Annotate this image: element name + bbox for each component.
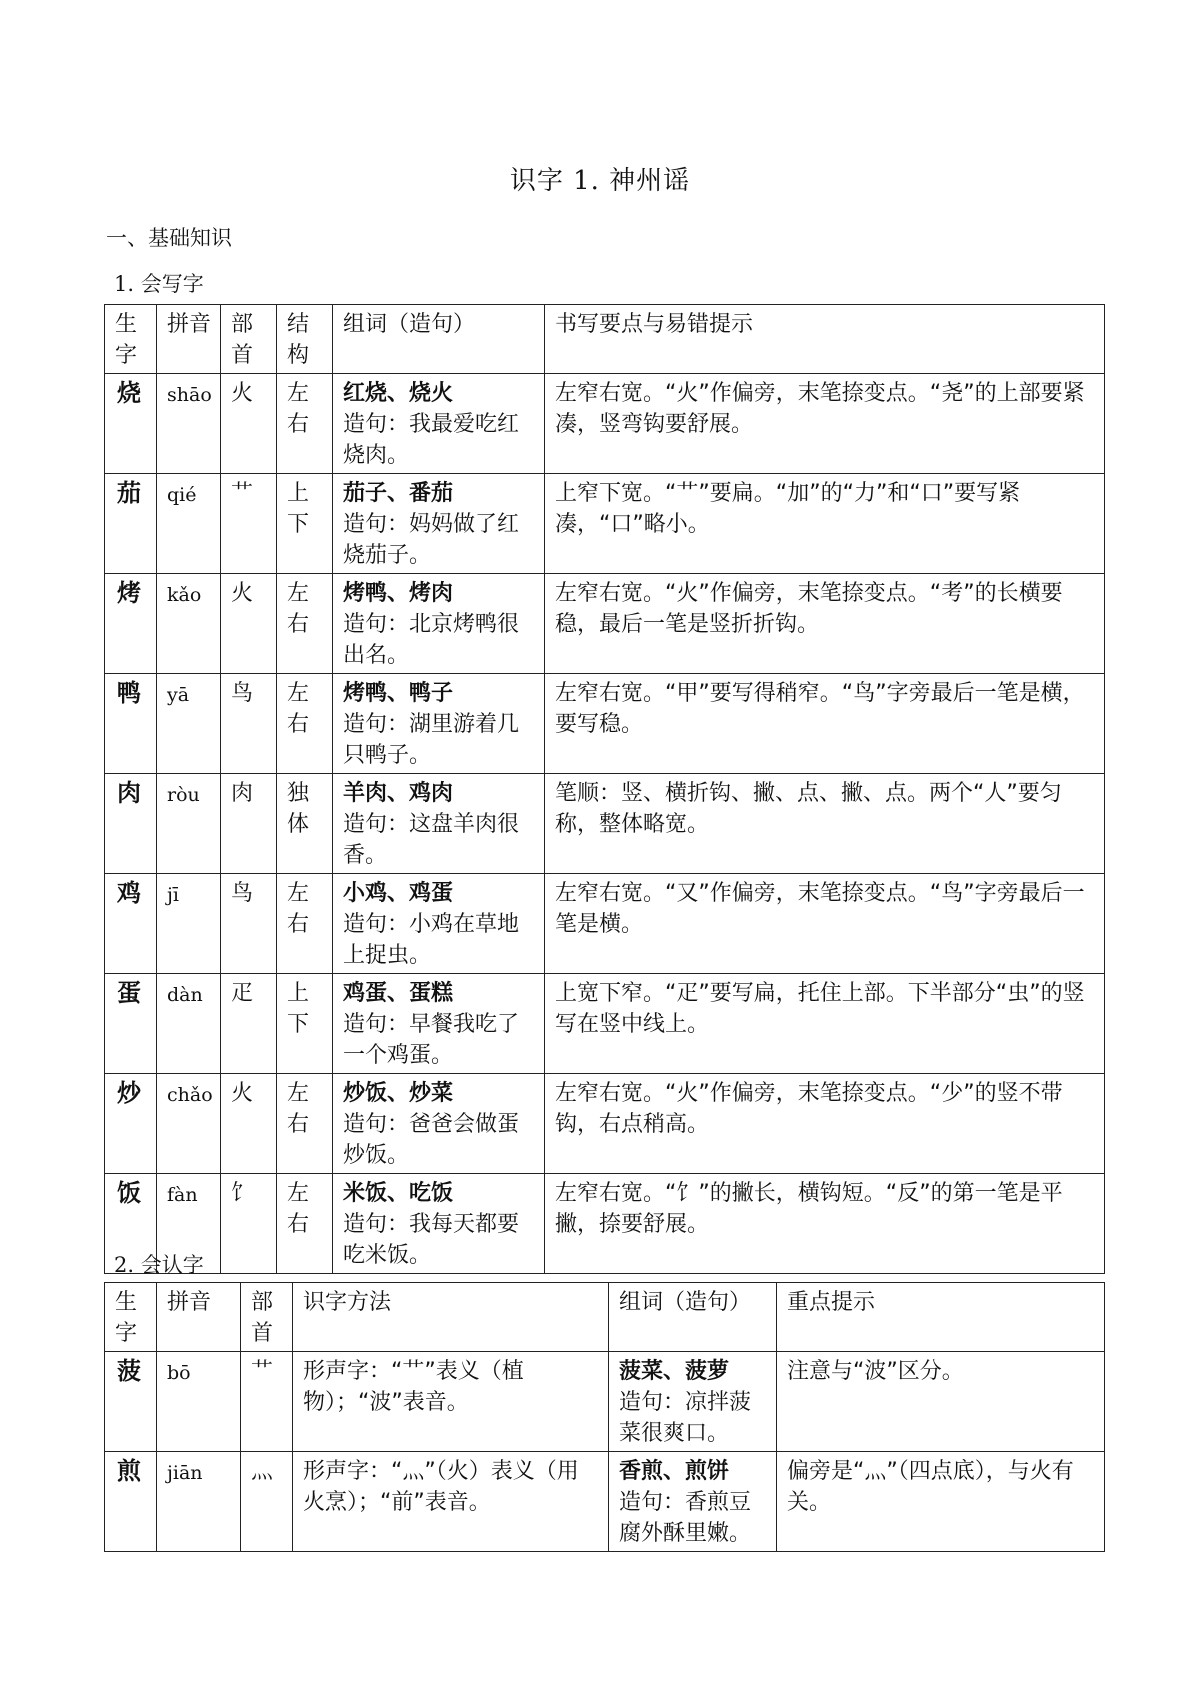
words-text: 炒饭、炒菜 xyxy=(343,1081,454,1106)
table-row xyxy=(105,674,1105,774)
section-heading: 一、基础知识 xyxy=(106,226,232,250)
sentence-text: 造句：爸爸会做蛋炒饭。 xyxy=(343,1112,520,1168)
words-cell xyxy=(333,574,545,674)
words-text: 烤鸭、烤肉 xyxy=(343,581,454,606)
method-cell: 形声字：“艹”表义（植物）；“波”表音。 xyxy=(293,1352,609,1452)
pinyin-cell: ròu xyxy=(157,774,221,874)
words-cell xyxy=(333,1174,545,1274)
tip-cell: 左窄右宽。“火”作偏旁，末笔捺变点。“尧”的上部要紧凑，竖弯钩要舒展。 xyxy=(545,374,1105,474)
radical-cell: 鸟 xyxy=(221,674,277,774)
structure-cell: 左右 xyxy=(277,1174,333,1274)
structure-cell: 独体 xyxy=(277,774,333,874)
radical-cell: 艹 xyxy=(241,1352,293,1452)
read-table xyxy=(104,1282,1105,1552)
table-row xyxy=(105,1074,1105,1174)
char-cell: 烤 xyxy=(105,574,157,674)
words-cell xyxy=(333,374,545,474)
sentence-text: 造句：湖里游着几只鸭子。 xyxy=(343,712,520,768)
structure-cell: 上下 xyxy=(277,474,333,574)
header-structure: 结构 xyxy=(277,305,333,374)
write-table xyxy=(104,304,1105,1274)
page-title: 识字 1. 神州谣 xyxy=(509,166,691,196)
table-header-row xyxy=(105,1283,1105,1352)
pinyin-cell: fàn xyxy=(157,1174,221,1274)
radical-cell: 鸟 xyxy=(221,874,277,974)
radical-cell: 肉 xyxy=(221,774,277,874)
char-cell: 鸡 xyxy=(105,874,157,974)
tip-cell: 左窄右宽。“甲”要写得稍窄。“鸟”字旁最后一笔是横，要写稳。 xyxy=(545,674,1105,774)
char-cell: 炒 xyxy=(105,1074,157,1174)
words-cell xyxy=(333,774,545,874)
structure-cell: 左右 xyxy=(277,874,333,974)
radical-cell: 火 xyxy=(221,374,277,474)
char-cell: 鸭 xyxy=(105,674,157,774)
char-cell: 肉 xyxy=(105,774,157,874)
words-text: 米饭、吃饭 xyxy=(343,1181,454,1206)
radical-cell: 艹 xyxy=(221,474,277,574)
words-text: 茄子、番茄 xyxy=(343,481,454,506)
words-cell xyxy=(333,974,545,1074)
radical-cell: 灬 xyxy=(241,1452,293,1552)
pinyin-cell: chǎo xyxy=(157,1074,221,1174)
table-row xyxy=(105,874,1105,974)
char-cell: 茄 xyxy=(105,474,157,574)
header-tip: 书写要点与易错提示 xyxy=(545,305,1105,374)
header-words: 组词（造句） xyxy=(609,1283,777,1352)
pinyin-cell: kǎo xyxy=(157,574,221,674)
header-radical: 部首 xyxy=(221,305,277,374)
sentence-text: 造句：我每天都要吃米饭。 xyxy=(343,1212,520,1268)
table-row xyxy=(105,1174,1105,1274)
header-words: 组词（造句） xyxy=(333,305,545,374)
sentence-text: 造句：我最爱吃红烧肉。 xyxy=(343,412,520,468)
table-row xyxy=(105,574,1105,674)
words-text: 鸡蛋、蛋糕 xyxy=(343,981,454,1006)
table-row xyxy=(105,1452,1105,1552)
structure-cell: 上下 xyxy=(277,974,333,1074)
char-cell: 煎 xyxy=(105,1452,157,1552)
tip-cell: 上窄下宽。“艹”要扁。“加”的“力”和“口”要写紧凑，“口”略小。 xyxy=(545,474,1105,574)
tip-cell: 笔顺：竖、横折钩、撇、点、撇、点。两个“人”要匀称，整体略宽。 xyxy=(545,774,1105,874)
table-row xyxy=(105,374,1105,474)
radical-cell: 火 xyxy=(221,574,277,674)
structure-cell: 左右 xyxy=(277,574,333,674)
structure-cell: 左右 xyxy=(277,374,333,474)
pinyin-cell: shāo xyxy=(157,374,221,474)
words-text: 羊肉、鸡肉 xyxy=(343,781,454,806)
method-cell: 形声字：“灬”（火）表义（用火烹）；“前”表音。 xyxy=(293,1452,609,1552)
header-radical: 部首 xyxy=(241,1283,293,1352)
tip-cell: 左窄右宽。“火”作偏旁，末笔捺变点。“少”的竖不带钩，右点稍高。 xyxy=(545,1074,1105,1174)
tip-cell: 左窄右宽。“饣”的撇长，横钩短。“反”的第一笔是平撇，捺要舒展。 xyxy=(545,1174,1105,1274)
sentence-text: 造句：早餐我吃了一个鸡蛋。 xyxy=(343,1012,520,1068)
sentence-text: 造句：北京烤鸭很出名。 xyxy=(343,612,520,668)
table-row xyxy=(105,474,1105,574)
char-cell: 菠 xyxy=(105,1352,157,1452)
tip-cell: 偏旁是“灬”（四点底），与火有关。 xyxy=(777,1452,1105,1552)
words-cell xyxy=(609,1452,777,1552)
sentence-text: 造句：香煎豆腐外酥里嫩。 xyxy=(619,1490,752,1546)
header-tip: 重点提示 xyxy=(777,1283,1105,1352)
header-pinyin: 拼音 xyxy=(157,305,221,374)
header-method: 识字方法 xyxy=(293,1283,609,1352)
write-heading: 1. 会写字 xyxy=(114,272,204,296)
char-cell: 饭 xyxy=(105,1174,157,1274)
table-row xyxy=(105,1352,1105,1452)
words-text: 小鸡、鸡蛋 xyxy=(343,881,454,906)
header-pinyin: 拼音 xyxy=(157,1283,241,1352)
sentence-text: 造句：凉拌菠菜很爽口。 xyxy=(619,1390,752,1446)
header-char: 生字 xyxy=(105,305,157,374)
words-text: 红烧、烧火 xyxy=(343,381,454,406)
table-row xyxy=(105,974,1105,1074)
tip-cell: 左窄右宽。“火”作偏旁，末笔捺变点。“考”的长横要稳，最后一笔是竖折折钩。 xyxy=(545,574,1105,674)
sentence-text: 造句：妈妈做了红烧茄子。 xyxy=(343,512,520,568)
words-cell xyxy=(333,474,545,574)
words-cell xyxy=(609,1352,777,1452)
words-text: 香煎、煎饼 xyxy=(619,1459,730,1484)
tip-cell: 注意与“波”区分。 xyxy=(777,1352,1105,1452)
tip-cell: 左窄右宽。“又”作偏旁，末笔捺变点。“鸟”字旁最后一笔是横。 xyxy=(545,874,1105,974)
pinyin-cell: jiān xyxy=(157,1452,241,1552)
words-text: 烤鸭、鸭子 xyxy=(343,681,454,706)
header-char: 生字 xyxy=(105,1283,157,1352)
table-row xyxy=(105,774,1105,874)
sentence-text: 造句：这盘羊肉很香。 xyxy=(343,812,520,868)
table-header-row xyxy=(105,305,1105,374)
radical-cell: 火 xyxy=(221,1074,277,1174)
pinyin-cell: qié xyxy=(157,474,221,574)
tip-cell: 上宽下窄。“疋”要写扁，托住上部。下半部分“虫”的竖写在竖中线上。 xyxy=(545,974,1105,1074)
words-cell xyxy=(333,874,545,974)
pinyin-cell: dàn xyxy=(157,974,221,1074)
radical-cell: 饣 xyxy=(221,1174,277,1274)
pinyin-cell: jī xyxy=(157,874,221,974)
pinyin-cell: bō xyxy=(157,1352,241,1452)
read-heading: 2. 会认字 xyxy=(114,1253,204,1277)
char-cell: 蛋 xyxy=(105,974,157,1074)
words-text: 菠菜、菠萝 xyxy=(619,1359,730,1384)
words-cell xyxy=(333,1074,545,1174)
radical-cell: 疋 xyxy=(221,974,277,1074)
sentence-text: 造句：小鸡在草地上捉虫。 xyxy=(343,912,520,968)
structure-cell: 左右 xyxy=(277,674,333,774)
char-cell: 烧 xyxy=(105,374,157,474)
structure-cell: 左右 xyxy=(277,1074,333,1174)
words-cell xyxy=(333,674,545,774)
pinyin-cell: yā xyxy=(157,674,221,774)
